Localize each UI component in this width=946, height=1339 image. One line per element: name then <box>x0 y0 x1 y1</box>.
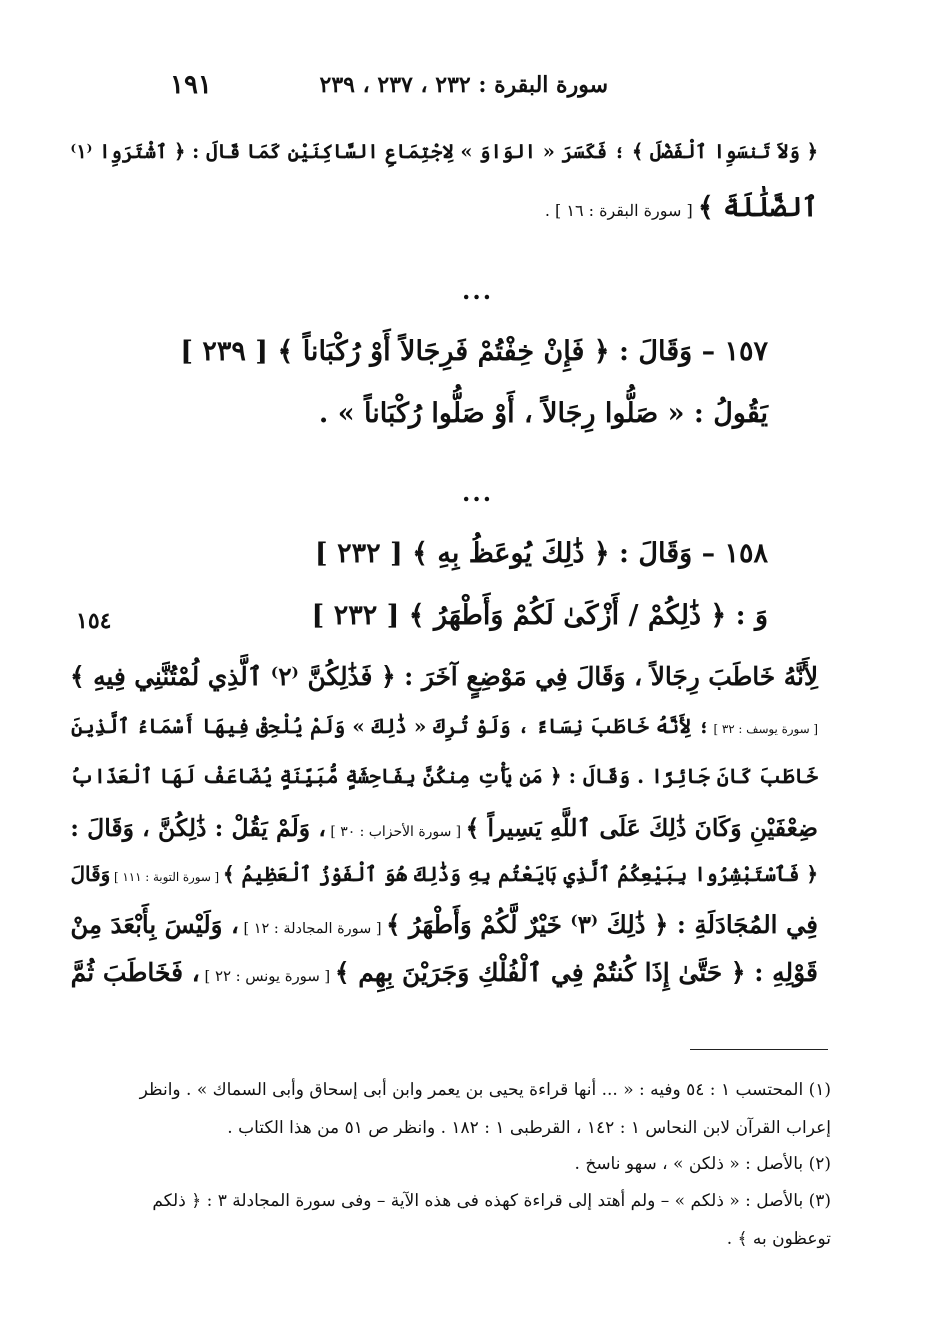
body-line-7 <box>71 958 818 987</box>
margin-page-number: ١٥٤ <box>76 608 112 634</box>
body-line-6-text-a: فِي المُجَادَلَةِ : ﴿ ذَٰلِكَ ⁽٣⁾ خَيْرٌ لَّكُمْ وَأَطْهَرُ ﴾ <box>386 910 818 939</box>
entry-158-heading: ١٥٨ – وَقَالَ : ﴿ ذَٰلِكَ يُوعَظُ بِهِ ﴾ [ ٢٣٢ ] <box>314 538 768 569</box>
body-line-2 <box>71 714 818 738</box>
body-line-2-ref: [ سورة يوسف : ٣٢ ] <box>713 722 818 736</box>
body-line-5-text-b: وَقَالَ <box>70 862 111 886</box>
body-line-6-ref: [ سورة المجادلة : ١٢ ] <box>243 921 382 937</box>
body-line-4-text-a: ضِعْفَيْنِ وَكَانَ ذَٰلِكَ عَلَى ٱللَّهِ يَسِيراً ﴾ <box>465 814 818 842</box>
running-header: سورة البقرة : ٢٣٢ ، ٢٣٧ ، ٢٣٩ <box>319 72 608 98</box>
body-line-5 <box>71 862 818 886</box>
intro-line-2-quran: ٱلضَّلَٰلَةَ ﴾ <box>697 192 818 223</box>
separator-1: ... <box>462 276 494 305</box>
entry-157-heading: ١٥٧ – وَقَالَ : ﴿ فَإِنْ خِفْتُمْ فَرِجَالاً أَوْ رُكْبَاناً ﴾ [ ٢٣٩ ] <box>180 336 768 367</box>
body-line-5-text-a: ﴿ فَٱسْتَبْشِرُوا بِبَيْعِكُمُ ٱلَّذِي بَايَعْتُم بِهِ وَذَٰلِكَ هُوَ ٱلْفَوْزُ ٱلْعَظِيمُ ﴾ <box>222 862 818 886</box>
intro-line-1: ﴿ وَلاَ تَنسَوِا ٱلْفَضْلَ ﴾ ؛ فَكَسَرَ « الوَاوَ » لِاجْتِمَاعِ السَّاكِنَيْنِ كَمَا قَالَ : ﴿ ٱشْتَرَوِا ⁽١⁾ <box>70 140 818 163</box>
body-line-4 <box>70 814 818 842</box>
entry-157-text: يَقُولُ : « صَلُّوا رِجَالاً ، أَوْ صَلُّوا رُكْبَاناً » . <box>318 398 768 429</box>
body-line-6-text-b: ، وَلَيْسَ بِأَبْعَدَ مِنْ <box>70 910 239 939</box>
footnote-3-line-1: (٣) بالأصل : « ذلكم » – ولم أهتد إلى قراءة كهذه فى هذه الآية – وفى سورة المجادلة ٣ : ﴿ ذلكم <box>152 1191 831 1211</box>
separator-2: ... <box>462 478 494 507</box>
body-line-3: خَاطَبَ كَانَ جَائِزًا . وَقَالَ : ﴿ مَن يَأْتِ مِنكُنَّ بِفَاحِشَةٍ مُّبَيِّنَةٍ يُضَاعَفْ لَهَا ٱلْعَذَابُ <box>70 764 818 788</box>
page-number: ١٩١ <box>170 70 212 100</box>
intro-line-2-ref: [ سورة البقرة : ١٦ ] . <box>544 201 693 220</box>
body-line-2-text: ؛ لِأَنَّهُ خَاطَبَ نِسَاءً ، وَلَوْ تُرِكَ « ذَٰلِكَ » وَلَمْ يُلْحِقْ فِيهَا أَسْمَاءُ ٱلَّذِينَ <box>71 714 710 738</box>
footnote-1-line-2: إعراب القرآن لابن النحاس ١ : ١٤٢ ، القرطبى ١ : ١٨٢ . وانظر ص ٥١ من هذا الكتاب . <box>227 1118 831 1138</box>
body-line-7-ref: [ سورة يونس : ٢٢ ] <box>204 968 331 985</box>
entry-158-text: وَ : ﴿ ذَٰلِكُمْ / أَزْكَىٰ لَكُمْ وَأَطْهَرُ ﴾ [ ٢٣٢ ] <box>311 600 768 631</box>
body-line-7-text-b: ، فَخَاطَبَ ثُمَّ <box>70 958 200 987</box>
footnote-2: (٢) بالأصل : « ذلكن » ، سهو ناسخ . <box>574 1154 831 1174</box>
body-line-7-text-a: قَوْلِهِ : ﴿ حَتَّىٰ إِذَا كُنتُمْ فِي ٱلْفُلْكِ وَجَرَيْنَ بِهِم ﴾ <box>334 958 818 987</box>
body-line-1: لِأَنَّهُ خَاطَبَ رِجَالاً ، وَقَالَ فِي مَوْضِعٍ آخَرَ : ﴿ فَذَٰلِكُنَّ ⁽٢⁾ ٱلَّذِي لُمْتُنَّنِي فِيهِ ﴾ <box>69 662 818 691</box>
body-line-4-ref: [ سورة الأحزاب : ٣٠ ] <box>330 824 462 840</box>
body-line-4-text-b: ، وَلَمْ يَقُلْ : ذَٰلِكُنَّ ، وَقَالَ : <box>70 814 326 842</box>
body-line-6 <box>70 910 818 939</box>
body-line-5-ref: [ سورة التوبة : ١١١ ] <box>114 870 220 884</box>
footnote-1-line-1: (١) المحتسب ١ : ٥٤ وفيه : « ... أنها قراءة يحيى بن يعمر وابن أبى إسحاق وأبى السماك » . وانظر <box>139 1080 831 1100</box>
footnote-3-line-2: توعظون به ﴾ . <box>726 1229 831 1249</box>
intro-line-2 <box>545 192 818 223</box>
footnote-divider <box>690 1049 828 1050</box>
